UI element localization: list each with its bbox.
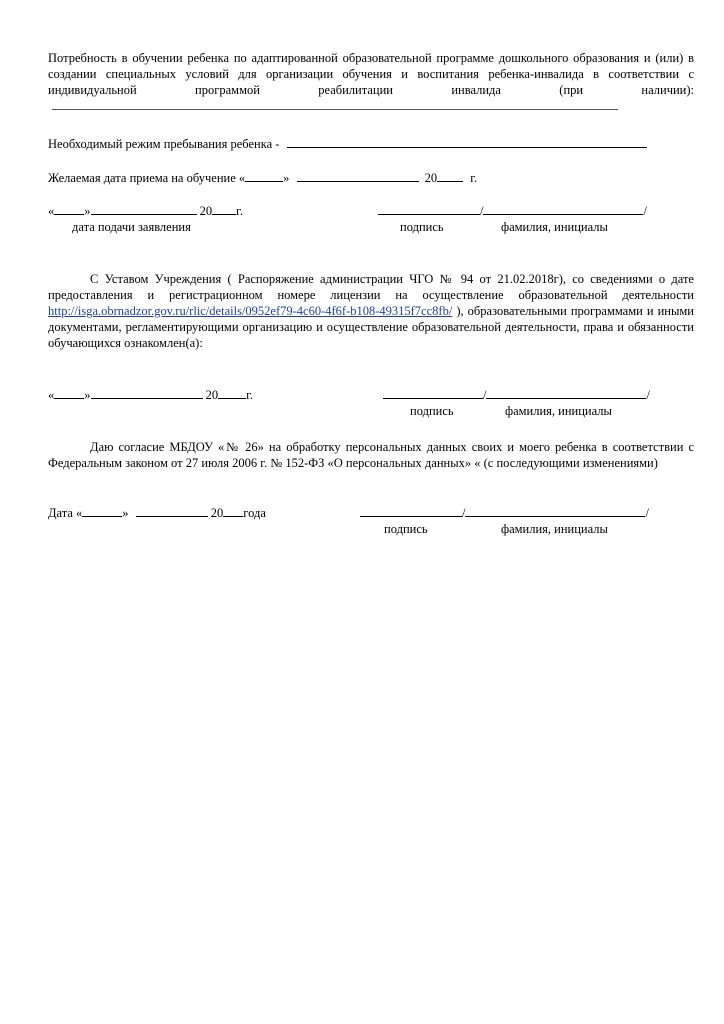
sign3-year-blank[interactable] — [223, 505, 243, 517]
sign3-caption-sign: подпись — [384, 522, 428, 536]
desired-day-blank[interactable] — [245, 170, 283, 182]
desired-year-suffix: г. — [470, 171, 478, 185]
desired-year-blank[interactable] — [437, 170, 463, 182]
sign2-slash1: / — [483, 388, 487, 402]
sign1-date-line — [48, 203, 243, 219]
desired-date-line — [48, 170, 477, 186]
sign1-year-suffix: г. — [236, 204, 243, 218]
mode-label: Необходимый режим пребывания ребенка - — [48, 137, 280, 151]
sign1-month-blank[interactable] — [91, 203, 197, 215]
desired-date-close-quote: » — [283, 171, 290, 185]
sign3-day-blank[interactable] — [82, 505, 122, 517]
charter-text-after: ), образовательными программами и иными документами, регламентирующими организацию и осуществление образовательной деятельности, права и обязанности обучающихся ознакомлен(а): — [48, 304, 694, 350]
sign2-slash2: / — [646, 388, 650, 402]
sign1-open-quote: « — [48, 204, 55, 218]
need-blank-line[interactable] — [52, 98, 618, 110]
sign3-signature-blank[interactable] — [360, 505, 462, 517]
sign1-day-blank[interactable] — [54, 203, 84, 215]
mode-line — [48, 136, 647, 152]
sign3-year-prefix: 20 — [210, 506, 224, 520]
sign3-name-blank[interactable] — [465, 505, 645, 517]
license-link[interactable]: http://isga.obrnadzor.gov.ru/rlic/details/0952ef79-4c60-4f6f-b108-49315f7cc8fb/ — [48, 304, 453, 318]
sign3-slash2: / — [645, 506, 649, 520]
charter-text-before: С Уставом Учреждения ( Распоряжение администрации ЧГО № 94 от 21.02.2018г), со сведениями о дате предоставления и регистрационном номере лицензии на осуществление образовательной деятельности — [48, 272, 694, 302]
sign3-slash1: / — [462, 506, 466, 520]
sign2-day-blank[interactable] — [54, 387, 84, 399]
sign2-close-quote: » — [84, 388, 91, 402]
sign1-year-prefix: 20 — [199, 204, 213, 218]
desired-month-blank[interactable] — [297, 170, 419, 182]
sign1-caption-date: дата подачи заявления — [72, 220, 191, 234]
consent-paragraph — [48, 439, 694, 471]
sign1-caption-name: фамилия, инициалы — [501, 220, 608, 234]
sign2-year-suffix: г. — [246, 388, 253, 402]
sign1-signature-line — [378, 203, 647, 219]
sign3-caption-name: фамилия, инициалы — [501, 522, 608, 536]
sign2-caption-sign: подпись — [410, 404, 454, 418]
sign1-slash1: / — [480, 204, 484, 218]
sign2-signature-line — [383, 387, 650, 403]
need-text: Потребность в обучении ребенка по адаптированной образовательной программе дошкольного образования и (или) в создании специальных условий для организации обучения и воспитания ребенка-инвалида в соответствии с индивидуальной программой реабилитации инвалида (при наличии): — [48, 51, 694, 97]
sign3-date-label: Дата « — [48, 506, 83, 520]
sign3-date-line — [48, 505, 266, 521]
sign1-caption-sign: подпись — [400, 220, 444, 234]
sign3-signature-line — [360, 505, 649, 521]
mode-blank[interactable] — [287, 136, 647, 148]
sign1-close-quote: » — [84, 204, 91, 218]
sign1-name-blank[interactable] — [483, 203, 643, 215]
sign2-month-blank[interactable] — [91, 387, 203, 399]
sign1-slash2: / — [643, 204, 647, 218]
need-paragraph — [48, 50, 694, 114]
sign2-date-line — [48, 387, 253, 403]
consent-text: Даю согласие МБДОУ «№ 26» на обработку персональных данных своих и моего ребенка в соответствии с Федеральным законом от 27 июля 2006 г. № 152-ФЗ «О персональных данных» « (с последующими изменениями) — [48, 440, 694, 470]
sign1-signature-blank[interactable] — [378, 203, 480, 215]
sign2-signature-blank[interactable] — [383, 387, 483, 399]
sign2-year-blank[interactable] — [218, 387, 246, 399]
sign2-open-quote: « — [48, 388, 55, 402]
sign3-close-quote: » — [122, 506, 129, 520]
desired-date-label: Желаемая дата приема на обучение « — [48, 171, 246, 185]
sign3-month-blank[interactable] — [136, 505, 208, 517]
desired-year-prefix: 20 — [424, 171, 438, 185]
sign2-name-blank[interactable] — [486, 387, 646, 399]
sign2-year-prefix: 20 — [205, 388, 219, 402]
charter-paragraph — [48, 271, 694, 351]
sign1-year-blank[interactable] — [212, 203, 236, 215]
sign2-caption-name: фамилия, инициалы — [505, 404, 612, 418]
sign3-year-suffix: года — [243, 506, 266, 520]
